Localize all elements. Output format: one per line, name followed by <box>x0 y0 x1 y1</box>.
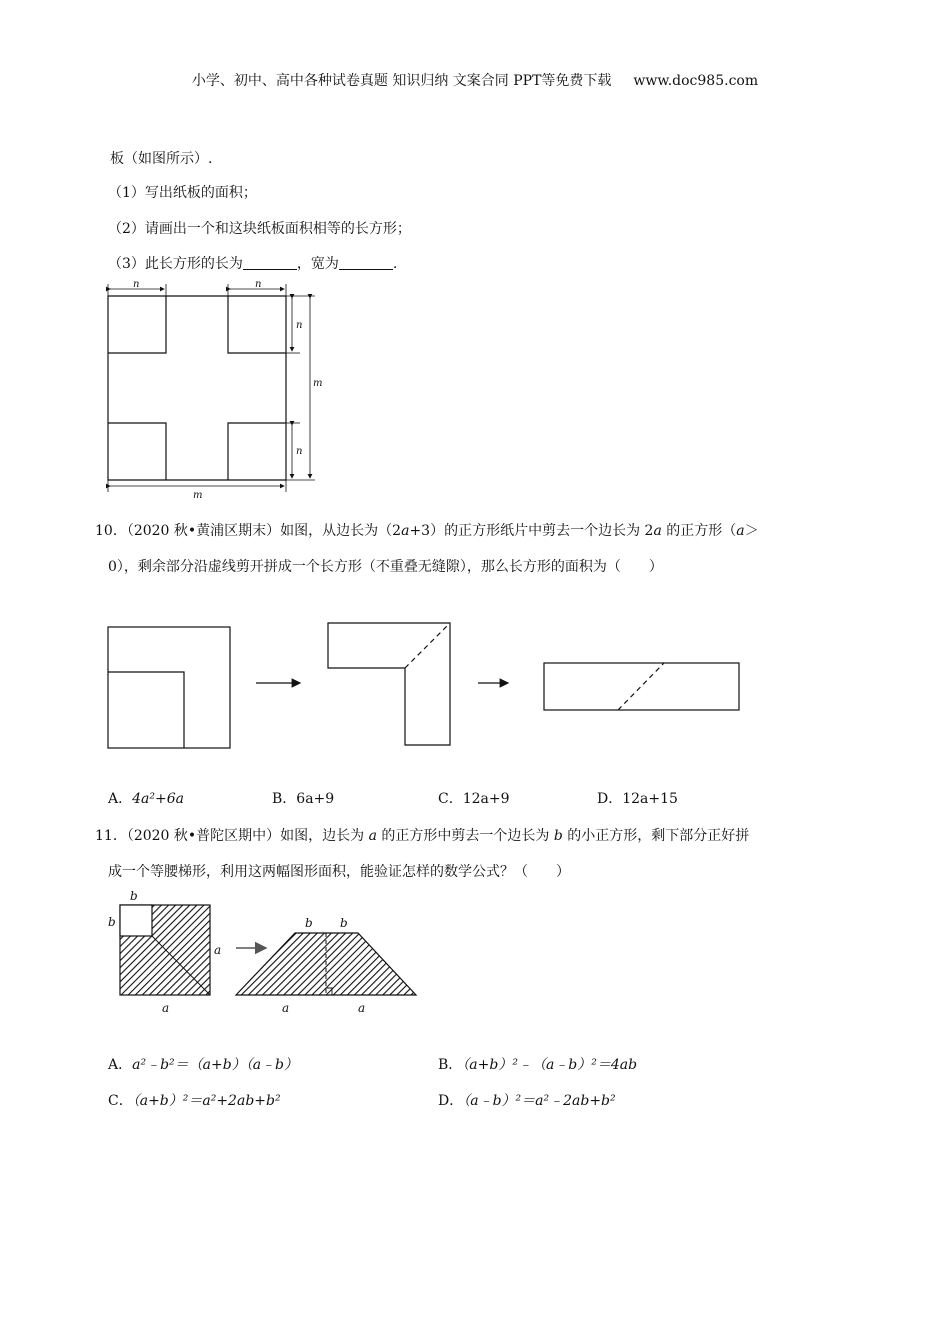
option-value: 12a+9 <box>462 791 510 807</box>
q9-part1: （1）写出纸板的面积； <box>108 185 257 201</box>
m-label-right: m <box>313 378 323 389</box>
b-label-top: b <box>130 889 138 903</box>
q10-var: a <box>401 523 410 539</box>
option-value: a²﹣b²＝（a+b）（a﹣b） <box>132 1057 299 1073</box>
length-blank[interactable] <box>243 255 297 270</box>
b-label-left: b <box>108 915 116 929</box>
option-value: 12a+15 <box>622 791 678 807</box>
a-label-trap-right: a <box>358 1001 366 1015</box>
q11-source: （2020 秋•普陀区期中） <box>126 828 281 844</box>
q11-line2: 成一个等腰梯形，利用这两幅图形面积，能验证怎样的数学公式？（ ） <box>108 864 570 880</box>
option-letter: D． <box>597 791 623 807</box>
option-letter: D． <box>438 1093 464 1109</box>
q10-option-c[interactable] <box>438 788 510 808</box>
a-label-side: a <box>214 943 222 957</box>
q9-part3-end: . <box>392 256 398 272</box>
q11-var: b <box>553 828 563 844</box>
q10-var: a <box>736 523 745 539</box>
q11-option-c[interactable] <box>108 1090 281 1110</box>
cut-small-square <box>120 905 152 936</box>
corner-tl <box>108 296 166 353</box>
q9-part2: （2）请画出一个和这块纸板面积相等的长方形； <box>108 221 411 237</box>
option-value: （a+b）²﹣（a﹣b）²＝4ab <box>462 1057 638 1073</box>
q11-text-part: 的小正方形，剩下部分正好拼 <box>562 828 750 844</box>
inner-square-edge <box>108 672 184 748</box>
header-title: 小学、初中、高中各种试卷真题 知识归纳 文案合同 PPT等免费下载 <box>191 73 612 89</box>
q11-option-b[interactable] <box>438 1054 637 1074</box>
corner-br <box>228 423 286 480</box>
q9-part3-length-label: （3）此长方形的长为 <box>108 256 243 272</box>
b-label-trap-left: b <box>305 916 313 930</box>
option-letter: B． <box>438 1057 463 1073</box>
n-label-top-right: n <box>255 279 262 290</box>
corner-tr <box>228 296 286 353</box>
q10-figure <box>100 615 750 755</box>
corner-bl <box>108 423 166 480</box>
result-rectangle <box>544 663 739 710</box>
q11-option-d[interactable] <box>438 1090 616 1110</box>
header-site: www.doc985.com <box>633 73 759 89</box>
q10-option-a[interactable] <box>108 788 184 808</box>
a-label-bottom: a <box>162 1001 170 1015</box>
outer-square <box>108 296 286 480</box>
option-value: 6a+9 <box>296 791 335 807</box>
q11-figure <box>100 888 430 1018</box>
q10-text-part: +3）的正方形纸片中剪去一个边长为 2 <box>409 523 654 539</box>
b-label-trap-right: b <box>340 916 348 930</box>
option-letter: B． <box>272 791 297 807</box>
option-value: 4a²+6a <box>132 791 184 807</box>
option-letter: A． <box>108 791 133 807</box>
option-value: （a+b）²＝a²+2ab+b² <box>132 1093 281 1109</box>
q10-line2: 0），剩余部分沿虚线剪开拼成一个长方形（不重叠无缝隙），那么长方形的面积为（ ） <box>108 559 663 575</box>
q11-var: a <box>368 828 377 844</box>
q10-option-d[interactable] <box>597 788 678 808</box>
q11-number: 11． <box>95 828 127 844</box>
option-value: （a﹣b）²＝a²﹣2ab+b² <box>463 1093 616 1109</box>
q10-text-part: ＞ <box>744 523 759 539</box>
big-square <box>108 627 230 748</box>
q9-part3-width-label: ，宽为 <box>296 256 339 272</box>
q11-text-part: 如图，边长为 <box>280 828 369 844</box>
q10-text-part: 如图，从边长为（2 <box>280 523 402 539</box>
q9-part3 <box>108 253 397 273</box>
page-header <box>0 70 950 90</box>
q10-var: a <box>653 523 662 539</box>
option-letter: C． <box>438 791 463 807</box>
q10-number: 10． <box>95 523 127 539</box>
q11-text-part: 的正方形中剪去一个边长为 <box>376 828 554 844</box>
q9-continuation: 板（如图所示）. <box>110 151 213 167</box>
width-blank[interactable] <box>339 255 393 270</box>
m-label-bottom: m <box>193 490 203 498</box>
q10-text-part: 的正方形（ <box>661 523 737 539</box>
option-letter: C． <box>108 1093 133 1109</box>
a-label-trap-left: a <box>282 1001 290 1015</box>
q10-line1 <box>95 520 759 540</box>
rect-cut-line <box>618 663 664 710</box>
option-letter: A． <box>108 1057 133 1073</box>
q10-option-b[interactable] <box>272 788 334 808</box>
n-label-top-left: n <box>133 279 140 290</box>
q10-source: （2020 秋•黄浦区期末） <box>126 523 281 539</box>
n-label-right-top: n <box>296 320 303 331</box>
cross-board-figure <box>100 278 330 498</box>
q11-option-a[interactable] <box>108 1054 298 1074</box>
l-cut-line <box>405 623 450 668</box>
n-label-right-bottom: n <box>296 446 303 457</box>
q11-line1 <box>95 825 749 845</box>
